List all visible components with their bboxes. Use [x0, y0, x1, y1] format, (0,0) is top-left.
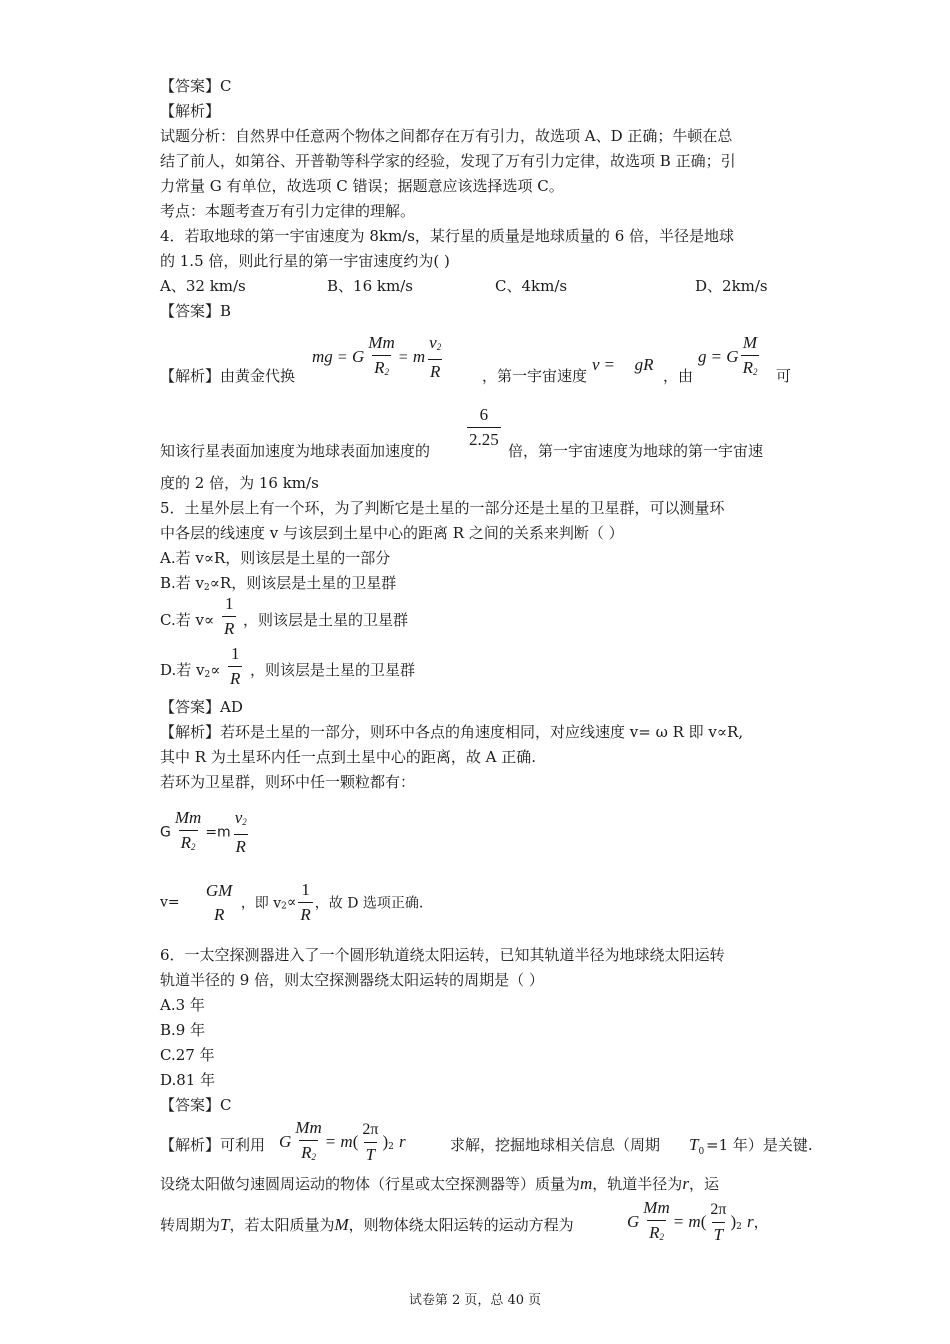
eq-prop: ∝: [286, 894, 297, 911]
option-c: [160, 610, 214, 630]
option-d: D.若 v2∝: [160, 661, 221, 680]
question-6-text: 轨道半径的 9 倍，则太空探测器绕太阳运转的周期是（ ）: [160, 971, 544, 989]
text-segment: 转周期为: [160, 1216, 221, 1234]
analysis-text: 求解，挖掘地球相关信息（周期: [450, 1136, 661, 1154]
analysis-text: =1 年）是关键.: [706, 1136, 813, 1154]
fraction-denominator: 2.25: [467, 427, 501, 450]
option-d: D.81 年: [160, 1071, 216, 1089]
text-segment: ，若太阳质量为: [229, 1216, 335, 1234]
option-c: C、4km/s: [495, 277, 568, 295]
comma: ，: [753, 1213, 769, 1231]
option-d-prefix: D.若 v: [160, 661, 205, 679]
kepler-motion-equation: G $\frac{Mm}{R2}$ = m( $\frac{2\pi}{T}$ )2 r: [279, 1118, 406, 1167]
eq-g: G: [160, 824, 171, 841]
option-a: A.3 年: [160, 996, 205, 1014]
question-4-text: 4．若取地球的第一宇宙速度为 8km/s，某行星的质量是地球质量的 6 倍，半径是地球: [160, 227, 735, 245]
question-5-text: 5．土星外层上有一个环，为了判断它是土星的一部分还是土星的卫星群，可以测量环: [160, 499, 725, 517]
gravity-acceleration-formula: g = G $\frac{M}{R2}$: [698, 333, 761, 382]
option-c-suffix: ，则该层是土星的卫星群: [243, 611, 409, 629]
analysis-text: ，第一宇宙速度: [482, 367, 588, 385]
option-b: B.9 年: [160, 1021, 206, 1039]
period-symbol: $T_0$: [689, 1135, 705, 1157]
analysis-text: 倍，第一宇宙速度为地球的第一宇宙速: [508, 442, 764, 460]
option-c-prefix: C.若 v∝: [160, 611, 215, 629]
option-b-suffix: ∝R，则该层是土星的卫星群: [209, 574, 397, 592]
analysis-text: 【解析】若环是土星的一部分，则环中各点的角速度相同，对应线速度 v= ω R 即 v∝R,: [160, 723, 744, 741]
option-a: A、32 km/s: [160, 277, 246, 295]
option-c: C.27 年: [160, 1046, 215, 1064]
answer-label: 【答案】C: [160, 1096, 232, 1114]
analysis-label: 【解析】可利用: [160, 1136, 266, 1154]
analysis-text: 度的 2 倍，为 16 km/s: [160, 474, 319, 492]
option-d: D、2km/s: [695, 277, 768, 295]
analysis-label: 【解析】: [160, 102, 221, 120]
option-a: A.若 v∝R，则该层是土星的一部分: [160, 549, 391, 567]
eq-mid: ，即 v: [240, 895, 282, 912]
answer-label: 【答案】AD: [160, 698, 243, 716]
answer-label: 【答案】B: [160, 302, 232, 320]
analysis-text: 力常量 G 有单位，故选项 C 错误；据题意应该选择选项 C。: [160, 177, 564, 195]
analysis-text: 试题分析：自然界中任意两个物体之间都存在万有引力，故选项 A、D 正确；牛顿在总: [160, 127, 733, 145]
orbital-velocity-equation: v= GM R ，即 v2∝ $\frac{1}{R}$ ，故 D 选项正确.: [160, 880, 424, 924]
option-b: B.若 $v_2\propto R$，则该层是土星的卫星群: [160, 574, 397, 593]
motion-equation: G $\frac{Mm}{R2}$ = m( $\frac{2\pi}{T}$ )2 r，: [627, 1198, 769, 1247]
analysis-text: 知该行星表面加速度为地球表面加速度的: [160, 442, 431, 460]
answer-label: 【答案】C: [160, 77, 232, 95]
analysis-text: 转周期为T，若太阳质量为M，则物体绕太阳运转的运动方程为: [160, 1215, 574, 1234]
text-segment: ，轨道半径为: [592, 1175, 683, 1193]
knowledge-point: 考点：本题考查万有引力定律的理解。: [160, 202, 416, 220]
option-d-suffix: ，则该层是土星的卫星群: [250, 661, 416, 679]
golden-substitution-formula: mg = G $\frac{Mm}{R2}$ = m $\frac{v2}{R}$: [312, 333, 442, 381]
question-6-text: 6．一太空探测器进入了一个圆形轨道绕太阳运转，已知其轨道半径为地球绕太阳运转: [160, 946, 725, 964]
option-d-prop: ∝: [210, 661, 221, 679]
analysis-text: 结了前人，如第谷、开普勒等科学家的经验，发现了万有引力定律，故选项 B 正确；引: [160, 152, 736, 170]
eq-equals: =m: [205, 824, 231, 841]
option-b-prefix: B.若 v: [160, 574, 205, 592]
text-segment: ，则物体绕太阳运转的运动方程为: [348, 1216, 574, 1234]
acceleration-ratio-fraction: [465, 405, 503, 450]
inverse-r-fraction: $\frac{1}{R}$: [230, 644, 241, 688]
page-footer: 试卷第 2 页，总 40 页: [408, 1293, 542, 1308]
fraction-numerator: 6: [479, 405, 489, 424]
question-5-text: 中各层的线速度 v 与该层到土星中心的距离 R 之间的关系来判断（ ）: [160, 524, 624, 542]
analysis-text: 设绕太阳做匀速圆周运动的物体（行星或太空探测器等）质量为m，轨道半径为r，运: [160, 1174, 719, 1193]
analysis-text: 可: [776, 367, 792, 385]
text-segment: 设绕太阳做匀速圆周运动的物体（行星或太空探测器等）质量为: [160, 1175, 581, 1193]
eq-end: ，故 D 选项正确.: [314, 895, 424, 912]
gravity-centripetal-equation: G $\frac{Mm}{R2}$ =m $\frac{v2}{R}$: [160, 808, 247, 856]
analysis-label: 【解析】由黄金代换: [160, 367, 296, 385]
eq-v: v=: [160, 894, 180, 911]
first-cosmic-velocity-formula: v = gR: [592, 355, 654, 374]
analysis-text: ，由: [663, 367, 694, 385]
question-4-text: 的 1.5 倍，则此行星的第一宇宙速度约为( ): [160, 252, 450, 270]
text-segment: ，运: [688, 1175, 719, 1193]
inverse-r-fraction: $\frac{1}{R}$: [224, 594, 235, 638]
option-b: B、16 km/s: [327, 277, 413, 295]
analysis-text: 若环为卫星群，则环中任一颗粒都有：: [160, 773, 416, 791]
analysis-text: 其中 R 为土星环内任一点到土星中心的距离，故 A 正确.: [160, 748, 536, 766]
